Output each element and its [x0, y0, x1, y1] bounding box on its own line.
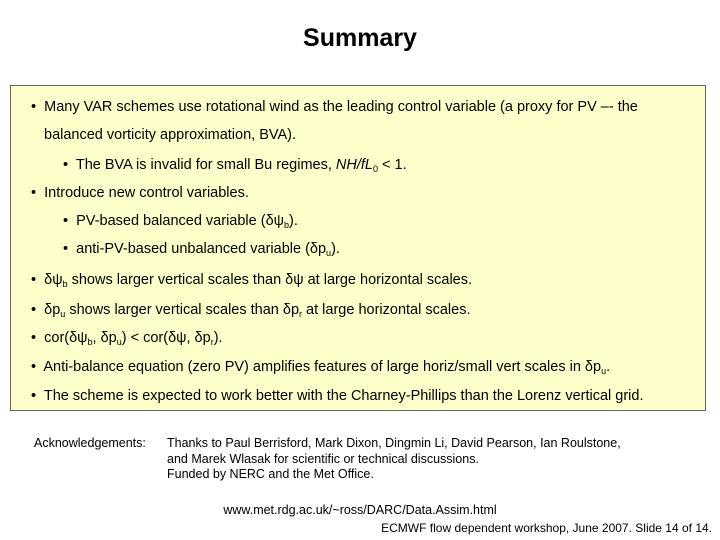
- website-link[interactable]: www.met.rdg.ac.uk/~ross/DARC/Data.Assim.html: [223, 503, 497, 517]
- bullet-text: δp: [44, 302, 61, 318]
- bullet-marker: •: [63, 157, 69, 173]
- bullet-marker: •: [31, 330, 37, 346]
- bullet-text: ) < cor(δψ, δp: [121, 330, 211, 346]
- ack-line: Thanks to Paul Berrisford, Mark Dixon, Dingmin Li, David Pearson, Ian Roulstone,: [167, 436, 621, 450]
- sub-bullet-item: [63, 213, 298, 229]
- bullet-text: anti-PV-based unbalanced variable (δp: [76, 241, 327, 257]
- bullet-text: Many VAR schemes use rotational wind as the leading control variable (a proxy for PV –- the: [44, 99, 638, 115]
- subscript: u: [60, 309, 66, 319]
- bullet-text: The BVA is invalid for small Bu regimes,: [75, 157, 336, 173]
- subscript: r: [210, 337, 214, 347]
- bullet-marker: •: [31, 272, 37, 288]
- bullet-item: [31, 272, 472, 288]
- subscript: 0: [372, 164, 378, 174]
- ack-line: Funded by NERC and the Met Office.: [167, 467, 374, 481]
- slide-footer: ECMWF flow dependent workshop, June 2007. Slide 14 of 14.: [381, 521, 712, 535]
- bullet-text: δψ: [44, 272, 63, 288]
- bullet-text: < 1.: [378, 157, 407, 173]
- bullet-text: Introduce new control variables.: [44, 185, 249, 201]
- slide-title: Summary: [303, 24, 417, 52]
- bullet-item: [31, 185, 249, 201]
- bullet-text: at large horizontal scales.: [302, 302, 471, 318]
- bullet-text: .: [606, 359, 611, 375]
- bullet-marker: •: [31, 388, 37, 404]
- subscript: r: [299, 309, 303, 319]
- bullet-marker: •: [63, 213, 69, 229]
- bullet-marker: •: [31, 302, 37, 318]
- bullet-text: Anti-balance equation (zero PV) amplifies features of large horiz/small vert scales in δp: [43, 359, 602, 375]
- bullet-text: The scheme is expected to work better with the Charney-Phillips than the Lorenz vertical grid.: [43, 388, 644, 404]
- bullet-text: cor(δψ: [44, 330, 88, 346]
- bullet-text: ).: [213, 330, 223, 346]
- sub-bullet-item: [63, 157, 407, 173]
- summary-box: [10, 85, 706, 411]
- bu-expression: NH/fL: [335, 157, 373, 173]
- bullet-item: [31, 302, 470, 318]
- subscript: b: [62, 279, 68, 289]
- subscript: b: [87, 337, 93, 347]
- bullet-item: [31, 388, 644, 404]
- subscript: u: [601, 366, 607, 376]
- bullet-text: ).: [289, 213, 298, 229]
- bullet-text: , δp: [92, 330, 117, 346]
- bullet-continuation: [44, 127, 296, 143]
- bullet-item: [31, 99, 638, 115]
- subscript: b: [283, 220, 289, 230]
- bullet-text: shows larger vertical scales than δp: [65, 302, 300, 318]
- bullet-text: PV-based balanced variable (δψ: [76, 213, 284, 229]
- ack-text: [167, 436, 621, 483]
- subscript: u: [326, 248, 332, 258]
- ack-line: and Marek Wlasak for scientific or technical discussions.: [167, 451, 479, 466]
- sub-bullet-item: [63, 241, 340, 257]
- bullet-marker: •: [31, 185, 37, 201]
- bullet-item: [31, 330, 223, 346]
- bullet-marker: •: [31, 359, 37, 375]
- bullet-text: shows larger vertical scales than δψ at large horizontal scales.: [67, 272, 473, 288]
- bullet-marker: •: [31, 99, 37, 115]
- bullet-item: [31, 359, 610, 375]
- bullet-text: balanced vorticity approximation, BVA).: [44, 127, 296, 143]
- bullet-text: ).: [331, 241, 340, 257]
- ack-label: Acknowledgements:: [34, 436, 146, 450]
- bullet-marker: •: [63, 241, 69, 257]
- subscript: u: [116, 337, 122, 347]
